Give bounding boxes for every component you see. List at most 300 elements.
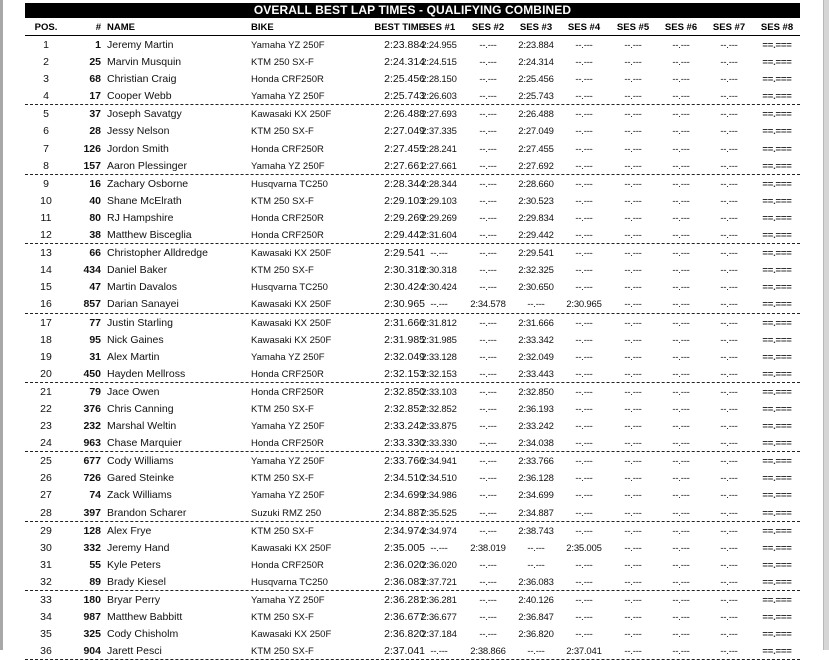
bike: Husqvarna TC250 — [251, 576, 328, 588]
ses5-time: --.--- — [624, 456, 642, 468]
position: 28 — [40, 506, 52, 519]
ses7-time: --.--- — [720, 559, 738, 571]
ses4-time: --.--- — [575, 438, 593, 450]
position: 20 — [40, 367, 52, 380]
rider-number: 963 — [83, 437, 101, 450]
rider-number: 232 — [83, 420, 101, 433]
position: 5 — [43, 108, 49, 121]
ses5-time: --.--- — [624, 403, 642, 415]
rider-name: Justin Starling — [107, 316, 173, 329]
col-header-ses2: SES #2 — [471, 22, 505, 33]
ses7-time: --.--- — [720, 57, 738, 69]
bike: Yamaha YZ 250F — [251, 456, 325, 468]
position: 24 — [40, 437, 52, 450]
ses4-time: --.--- — [575, 507, 593, 519]
ses6-time: --.--- — [672, 507, 690, 519]
ses8-time: ==.=== — [762, 612, 792, 624]
ses7-time: --.--- — [720, 282, 738, 294]
ses5-time: --.--- — [624, 559, 642, 571]
ses8-time: ==.=== — [762, 386, 792, 398]
ses7-time: --.--- — [720, 646, 738, 658]
window-right-scroll-edge — [823, 0, 829, 650]
ses4-time: --.--- — [575, 490, 593, 502]
ses3-time: 2:34.038 — [518, 438, 554, 450]
ses5-time: --.--- — [624, 40, 642, 51]
best-time: 2:29.269 — [384, 211, 425, 224]
ses3-time: 2:38.743 — [518, 525, 554, 537]
table-row — [25, 434, 800, 451]
ses2-time: --.--- — [479, 91, 497, 103]
ses7-time: --.--- — [720, 386, 738, 398]
table-row — [25, 331, 800, 348]
position: 32 — [40, 575, 52, 588]
ses1-time: 2:31.985 — [421, 334, 457, 346]
bike: Honda CRF250R — [251, 438, 324, 450]
ses5-time: --.--- — [624, 178, 642, 190]
ses7-time: --.--- — [720, 525, 738, 537]
position: 16 — [40, 298, 52, 311]
ses7-time: --.--- — [720, 126, 738, 138]
best-time: 2:30.965 — [384, 298, 425, 311]
col-header-bike: BIKE — [251, 22, 274, 33]
ses7-time: --.--- — [720, 109, 738, 121]
ses2-time: --.--- — [479, 178, 497, 190]
ses5-time: --.--- — [624, 334, 642, 346]
ses1-time: --.--- — [430, 248, 448, 260]
ses4-time: --.--- — [575, 525, 593, 537]
table-body — [25, 36, 800, 660]
position: 10 — [40, 194, 52, 207]
rider-name: Marshal Weltin — [107, 420, 177, 433]
ses1-time: 2:27.693 — [421, 109, 457, 121]
ses4-time: --.--- — [575, 386, 593, 398]
ses3-time: 2:33.242 — [518, 421, 554, 433]
best-time: 2:36.083 — [384, 575, 425, 588]
ses7-time: --.--- — [720, 160, 738, 172]
rider-name: Daniel Baker — [107, 264, 168, 277]
ses2-time: --.--- — [479, 143, 497, 155]
ses6-time: --.--- — [672, 559, 690, 571]
ses4-time: --.--- — [575, 265, 593, 277]
best-time: 2:32.049 — [384, 350, 425, 363]
ses2-time: --.--- — [479, 368, 497, 380]
ses5-time: --.--- — [624, 646, 642, 658]
ses6-time: --.--- — [672, 612, 690, 624]
ses2-time: --.--- — [479, 576, 497, 588]
ses4-time: --.--- — [575, 421, 593, 433]
position: 26 — [40, 472, 52, 485]
ses8-time: ==.=== — [762, 126, 792, 138]
row-group — [25, 522, 800, 591]
bike: Yamaha YZ 250F — [251, 91, 325, 103]
ses4-time: --.--- — [575, 351, 593, 363]
ses4-time: --.--- — [575, 212, 593, 224]
bike: KTM 250 SX-F — [251, 57, 314, 69]
bike: Yamaha YZ 250F — [251, 421, 325, 433]
ses1-time: 2:34.974 — [421, 525, 457, 537]
col-header-ses7: SES #7 — [712, 22, 746, 33]
ses7-time: --.--- — [720, 317, 738, 329]
ses8-time: ==.=== — [762, 525, 792, 537]
ses4-time: --.--- — [575, 629, 593, 641]
ses2-time: --.--- — [479, 57, 497, 69]
position: 13 — [40, 247, 52, 260]
table-row — [25, 625, 800, 642]
rider-number: 38 — [89, 229, 101, 242]
bike: Yamaha YZ 250F — [251, 351, 325, 363]
ses5-time: --.--- — [624, 490, 642, 502]
ses8-time: ==.=== — [762, 74, 792, 86]
rider-number: 157 — [83, 159, 101, 172]
position: 1 — [43, 39, 49, 51]
ses6-time: --.--- — [672, 299, 690, 311]
ses7-time: --.--- — [720, 507, 738, 519]
ses2-time: --.--- — [479, 40, 497, 51]
ses6-time: --.--- — [672, 212, 690, 224]
table-row — [25, 539, 800, 556]
ses4-time: 2:30.965 — [566, 299, 602, 311]
ses1-time: 2:35.525 — [421, 507, 457, 519]
ses7-time: --.--- — [720, 438, 738, 450]
ses5-time: --.--- — [624, 595, 642, 606]
ses2-time: --.--- — [479, 403, 497, 415]
results-sheet — [25, 3, 800, 660]
ses8-time: ==.=== — [762, 40, 792, 51]
best-time: 2:29.103 — [384, 194, 425, 207]
rider-name: Matthew Babbitt — [107, 611, 183, 624]
ses8-time: ==.=== — [762, 490, 792, 502]
rider-name: Darian Sanayei — [107, 298, 179, 311]
ses3-time: 2:36.083 — [518, 576, 554, 588]
ses7-time: --.--- — [720, 473, 738, 485]
rider-name: Martin Davalos — [107, 281, 178, 294]
ses6-time: --.--- — [672, 317, 690, 329]
table-row — [25, 295, 800, 312]
ses2-time: --.--- — [479, 473, 497, 485]
ses5-time: --.--- — [624, 421, 642, 433]
table-row — [25, 314, 800, 331]
ses7-time: --.--- — [720, 421, 738, 433]
ses5-time: --.--- — [624, 282, 642, 294]
rider-name: Chris Canning — [107, 402, 174, 415]
ses2-time: --.--- — [479, 559, 497, 571]
ses7-time: --.--- — [720, 91, 738, 103]
ses2-time: 2:34.578 — [470, 299, 506, 311]
ses2-time: --.--- — [479, 230, 497, 242]
ses5-time: --.--- — [624, 368, 642, 380]
position: 27 — [40, 489, 52, 502]
ses3-time: 2:25.456 — [518, 74, 554, 86]
col-header-best-time: BEST TIME — [374, 22, 425, 33]
table-row — [25, 140, 800, 157]
rider-number: 1 — [95, 39, 101, 51]
ses5-time: --.--- — [624, 195, 642, 207]
ses8-time: ==.=== — [762, 629, 792, 641]
ses3-time: 2:30.523 — [518, 195, 554, 207]
bike: Honda CRF250R — [251, 212, 324, 224]
bike: Honda CRF250R — [251, 230, 324, 242]
bike: Honda CRF250R — [251, 143, 324, 155]
ses4-time: --.--- — [575, 403, 593, 415]
ses7-time: --.--- — [720, 40, 738, 51]
ses8-time: ==.=== — [762, 212, 792, 224]
rider-number: 325 — [83, 628, 101, 641]
ses4-time: --.--- — [575, 612, 593, 624]
ses1-time: 2:34.941 — [421, 456, 457, 468]
ses7-time: --.--- — [720, 212, 738, 224]
rider-name: Zack Williams — [107, 489, 172, 502]
ses5-time: --.--- — [624, 109, 642, 121]
ses8-time: ==.=== — [762, 473, 792, 485]
ses6-time: --.--- — [672, 160, 690, 172]
ses3-time: 2:29.541 — [518, 248, 554, 260]
ses3-time: 2:36.193 — [518, 403, 554, 415]
table-row — [25, 157, 800, 174]
col-header-pos: POS. — [34, 22, 58, 33]
ses6-time: --.--- — [672, 386, 690, 398]
ses3-time: 2:29.442 — [518, 230, 554, 242]
ses1-time: 2:28.344 — [421, 178, 457, 190]
best-time: 2:33.766 — [384, 455, 425, 468]
table-row — [25, 175, 800, 192]
position: 3 — [43, 73, 49, 86]
ses8-time: ==.=== — [762, 299, 792, 311]
table-row — [25, 556, 800, 573]
ses2-time: --.--- — [479, 525, 497, 537]
ses7-time: --.--- — [720, 490, 738, 502]
ses2-time: --.--- — [479, 74, 497, 86]
bike: KTM 250 SX-F — [251, 473, 314, 485]
best-time: 2:36.820 — [384, 628, 425, 641]
table-row — [25, 348, 800, 365]
ses4-time: 2:37.041 — [566, 646, 602, 658]
rider-number: 95 — [89, 333, 101, 346]
ses4-time: --.--- — [575, 160, 593, 172]
best-time: 2:31.666 — [384, 316, 425, 329]
ses1-time: 2:36.020 — [421, 559, 457, 571]
ses5-time: --.--- — [624, 629, 642, 641]
ses3-time: 2:32.850 — [518, 386, 554, 398]
ses3-time: 2:28.660 — [518, 178, 554, 190]
ses8-time: ==.=== — [762, 160, 792, 172]
position: 8 — [43, 159, 49, 172]
best-time: 2:27.049 — [384, 125, 425, 138]
ses3-time: 2:27.692 — [518, 160, 554, 172]
ses3-time: --.--- — [527, 646, 545, 658]
ses4-time: --.--- — [575, 40, 593, 51]
ses5-time: --.--- — [624, 438, 642, 450]
rider-number: 332 — [83, 541, 101, 554]
ses8-time: ==.=== — [762, 248, 792, 260]
ses4-time: --.--- — [575, 230, 593, 242]
ses8-time: ==.=== — [762, 195, 792, 207]
ses3-time: 2:23.884 — [518, 40, 554, 51]
page-title: OVERALL BEST LAP TIMES - QUALIFYING COMBINED — [25, 3, 800, 18]
ses7-time: --.--- — [720, 456, 738, 468]
rider-number: 40 — [89, 194, 101, 207]
ses1-time: 2:31.604 — [421, 230, 457, 242]
ses5-time: --.--- — [624, 91, 642, 103]
rider-number: 126 — [83, 142, 101, 155]
col-header-name: NAME — [107, 22, 135, 33]
bike: KTM 250 SX-F — [251, 265, 314, 277]
ses6-time: --.--- — [672, 351, 690, 363]
ses2-time: --.--- — [479, 456, 497, 468]
table-row — [25, 209, 800, 226]
ses8-time: ==.=== — [762, 507, 792, 519]
rider-number: 450 — [83, 367, 101, 380]
ses3-time: 2:29.834 — [518, 212, 554, 224]
rider-name: Zachary Osborne — [107, 177, 189, 190]
table-row — [25, 642, 800, 659]
table-row — [25, 573, 800, 590]
ses3-time: 2:24.314 — [518, 57, 554, 69]
bike: KTM 250 SX-F — [251, 646, 314, 658]
ses2-time: --.--- — [479, 109, 497, 121]
ses2-time: --.--- — [479, 421, 497, 433]
ses6-time: --.--- — [672, 403, 690, 415]
table-row — [25, 244, 800, 261]
ses7-time: --.--- — [720, 299, 738, 311]
bike: Suzuki RMZ 250 — [251, 507, 322, 519]
bike: Yamaha YZ 250F — [251, 40, 325, 51]
position: 6 — [43, 125, 49, 138]
ses8-time: ==.=== — [762, 282, 792, 294]
ses6-time: --.--- — [672, 595, 690, 606]
row-group — [25, 383, 800, 452]
ses3-time: 2:32.325 — [518, 265, 554, 277]
ses1-time: 2:29.269 — [421, 212, 457, 224]
position: 12 — [40, 229, 52, 242]
ses3-time: --.--- — [527, 299, 545, 311]
ses2-time: --.--- — [479, 490, 497, 502]
rider-name: Jeremy Martin — [107, 39, 174, 51]
ses8-time: ==.=== — [762, 57, 792, 69]
rider-number: 987 — [83, 611, 101, 624]
best-time: 2:33.330 — [384, 437, 425, 450]
col-header-ses8: SES #8 — [760, 22, 794, 33]
best-time: 2:25.743 — [384, 90, 425, 103]
best-time: 2:29.541 — [384, 247, 425, 260]
ses4-time: --.--- — [575, 195, 593, 207]
best-time: 2:25.456 — [384, 73, 425, 86]
rider-number: 25 — [89, 56, 101, 69]
position: 18 — [40, 333, 52, 346]
ses8-time: ==.=== — [762, 595, 792, 606]
bike: Honda CRF250R — [251, 74, 324, 86]
ses1-time: 2:31.812 — [421, 317, 457, 329]
position: 33 — [40, 594, 52, 606]
ses6-time: --.--- — [672, 91, 690, 103]
bike: Honda CRF250R — [251, 559, 324, 571]
table-row — [25, 383, 800, 400]
ses1-time: 2:37.184 — [421, 629, 457, 641]
ses2-time: --.--- — [479, 317, 497, 329]
rider-name: Brady Kiesel — [107, 575, 166, 588]
ses4-time: --.--- — [575, 456, 593, 468]
table-row — [25, 122, 800, 139]
ses2-time: --.--- — [479, 334, 497, 346]
rider-number: 80 — [89, 211, 101, 224]
bike: Kawasaki KX 250F — [251, 109, 332, 121]
table-row — [25, 608, 800, 625]
ses7-time: --.--- — [720, 612, 738, 624]
ses6-time: --.--- — [672, 542, 690, 554]
ses4-time: --.--- — [575, 91, 593, 103]
ses5-time: --.--- — [624, 126, 642, 138]
position: 29 — [40, 524, 52, 537]
rider-number: 31 — [89, 350, 101, 363]
ses1-time: 2:37.335 — [421, 126, 457, 138]
ses2-time: --.--- — [479, 282, 497, 294]
rider-number: 55 — [89, 558, 101, 571]
bike: Kawasaki KX 250F — [251, 317, 332, 329]
ses3-time: 2:27.049 — [518, 126, 554, 138]
rider-name: Alex Martin — [107, 350, 160, 363]
ses7-time: --.--- — [720, 368, 738, 380]
ses1-time: 2:33.103 — [421, 386, 457, 398]
rider-number: 726 — [83, 472, 101, 485]
table-row — [25, 504, 800, 521]
rider-number: 677 — [83, 455, 101, 468]
ses1-time: 2:33.875 — [421, 421, 457, 433]
ses1-time: 2:29.103 — [421, 195, 457, 207]
ses2-time: --.--- — [479, 351, 497, 363]
ses4-time: 2:35.005 — [566, 542, 602, 554]
rider-number: 857 — [83, 298, 101, 311]
rider-name: Christian Craig — [107, 73, 177, 86]
position: 7 — [43, 142, 49, 155]
rider-name: Jace Owen — [107, 385, 160, 398]
rider-name: Shane McElrath — [107, 194, 182, 207]
ses3-time: 2:30.650 — [518, 282, 554, 294]
position: 23 — [40, 420, 52, 433]
rider-name: Nick Gaines — [107, 333, 164, 346]
ses7-time: --.--- — [720, 595, 738, 606]
best-time: 2:34.699 — [384, 489, 425, 502]
bike: Honda CRF250R — [251, 368, 324, 380]
ses5-time: --.--- — [624, 265, 642, 277]
bike: Kawasaki KX 250F — [251, 542, 332, 554]
rider-number: 66 — [89, 247, 101, 260]
ses4-time: --.--- — [575, 576, 593, 588]
ses5-time: --.--- — [624, 525, 642, 537]
col-header-ses6: SES #6 — [664, 22, 698, 33]
ses6-time: --.--- — [672, 74, 690, 86]
bike: KTM 250 SX-F — [251, 403, 314, 415]
rider-name: Cody Williams — [107, 455, 174, 468]
ses4-time: --.--- — [575, 74, 593, 86]
bike: KTM 250 SX-F — [251, 612, 314, 624]
ses2-time: --.--- — [479, 195, 497, 207]
ses6-time: --.--- — [672, 473, 690, 485]
rider-name: Alex Frye — [107, 524, 152, 537]
ses1-time: 2:30.318 — [421, 265, 457, 277]
best-time: 2:37.041 — [384, 645, 425, 658]
table-row — [25, 53, 800, 70]
rider-name: Jarett Pesci — [107, 645, 162, 658]
window-left-edge — [0, 0, 3, 650]
best-time: 2:33.242 — [384, 420, 425, 433]
ses3-time: 2:34.887 — [518, 507, 554, 519]
ses8-time: ==.=== — [762, 421, 792, 433]
ses6-time: --.--- — [672, 195, 690, 207]
rider-number: 89 — [89, 575, 101, 588]
ses1-time: 2:30.424 — [421, 282, 457, 294]
ses5-time: --.--- — [624, 299, 642, 311]
ses7-time: --.--- — [720, 143, 738, 155]
table-row — [25, 469, 800, 486]
